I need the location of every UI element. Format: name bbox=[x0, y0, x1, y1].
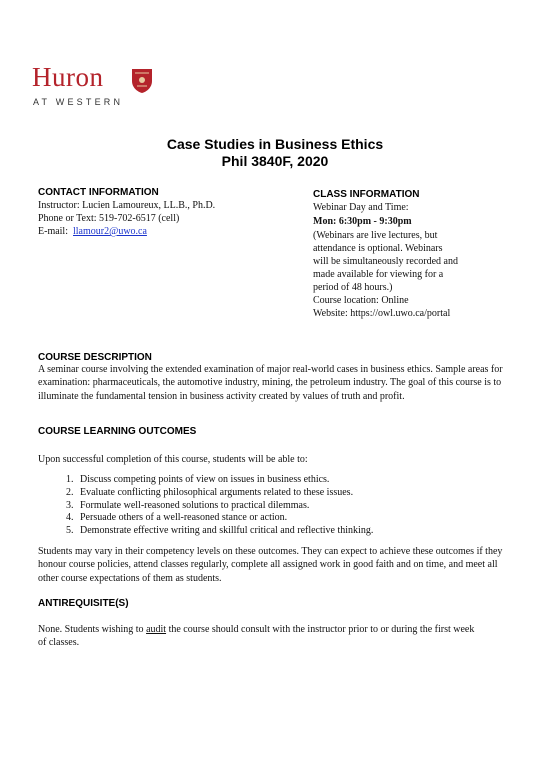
webinar-note-line: made available for viewing for a bbox=[313, 269, 444, 280]
antirequisite-text-end: the course should consult with the instructor prior to or during the first week of classes. bbox=[38, 624, 475, 649]
outcomes-closing: Students may vary in their competency levels on these outcomes. They can expect to achieve these outcomes if they honour course policies, attend classes regularly, complete all assigned work in good faith and on time, and meet all other course expectations of them as students. bbox=[38, 546, 503, 584]
antirequisite-text bbox=[38, 623, 478, 650]
logo-subtitle: AT WESTERN bbox=[33, 97, 124, 107]
contact-heading: CONTACT INFORMATION bbox=[38, 187, 159, 198]
webinar-note-line: will be simultaneously recorded and bbox=[313, 256, 458, 267]
webinar-note-line: attendance is optional. Webinars bbox=[313, 243, 443, 254]
outcome-item: 3. Formulate well-reasoned solutions to practical dilemmas. bbox=[76, 500, 373, 513]
crest-shield-icon bbox=[131, 68, 153, 94]
logo-wordmark: Huron bbox=[32, 62, 104, 92]
class-info-heading: CLASS INFORMATION bbox=[313, 189, 420, 200]
outcomes-intro: Upon successful completion of this course, students will be able to: bbox=[38, 454, 308, 465]
description-heading: COURSE DESCRIPTION bbox=[38, 352, 152, 363]
course-website[interactable]: Website: https://owl.uwo.ca/portal bbox=[313, 308, 451, 319]
outcome-item: 2. Evaluate conflicting philosophical arguments related to these issues. bbox=[76, 487, 373, 500]
course-title: Case Studies in Business Ethics bbox=[166, 136, 384, 152]
audit-term: audit bbox=[146, 624, 167, 635]
outcome-item: 4. Persuade others of a well-reasoned stance or action. bbox=[76, 512, 373, 525]
antirequisite-text-start: None. Students wishing to bbox=[38, 624, 147, 635]
email-label: E-mail: bbox=[38, 226, 68, 237]
outcomes-list bbox=[58, 474, 373, 538]
instructor-line: Instructor: Lucien Lamoureux, LL.B., Ph.D. bbox=[38, 200, 216, 211]
phone-line: Phone or Text: 519-702-6517 (cell) bbox=[38, 213, 180, 224]
email-line bbox=[38, 225, 147, 238]
outcome-item: 5. Demonstrate effective writing and skillful critical and reflective thinking. bbox=[76, 525, 373, 538]
description-text: A seminar course involving the extended examination of major real-world cases in business ethics. Sample areas for examination: pharmaceuticals, the automotive industry, mining, the petroleum industry. The goal of this course is to illuminate the fundamental tension in business activity created by values of truth and profit. bbox=[38, 364, 503, 402]
webinar-note-line: period of 48 hours.) bbox=[313, 282, 393, 293]
webinar-label: Webinar Day and Time: bbox=[313, 202, 409, 213]
email-link[interactable]: llamour2@uwo.ca bbox=[73, 226, 147, 237]
course-code: Phil 3840F, 2020 bbox=[221, 153, 329, 169]
huron-logo bbox=[32, 62, 162, 110]
outcome-item: 1. Discuss competing points of view on issues in business ethics. bbox=[76, 474, 373, 487]
webinar-note-line: (Webinars are live lectures, but bbox=[313, 230, 438, 241]
outcomes-heading: COURSE LEARNING OUTCOMES bbox=[38, 426, 197, 437]
antirequisite-heading: ANTIREQUISITE(S) bbox=[38, 598, 129, 609]
class-time: Mon: 6:30pm - 9:30pm bbox=[313, 216, 412, 227]
course-location: Course location: Online bbox=[313, 295, 409, 306]
